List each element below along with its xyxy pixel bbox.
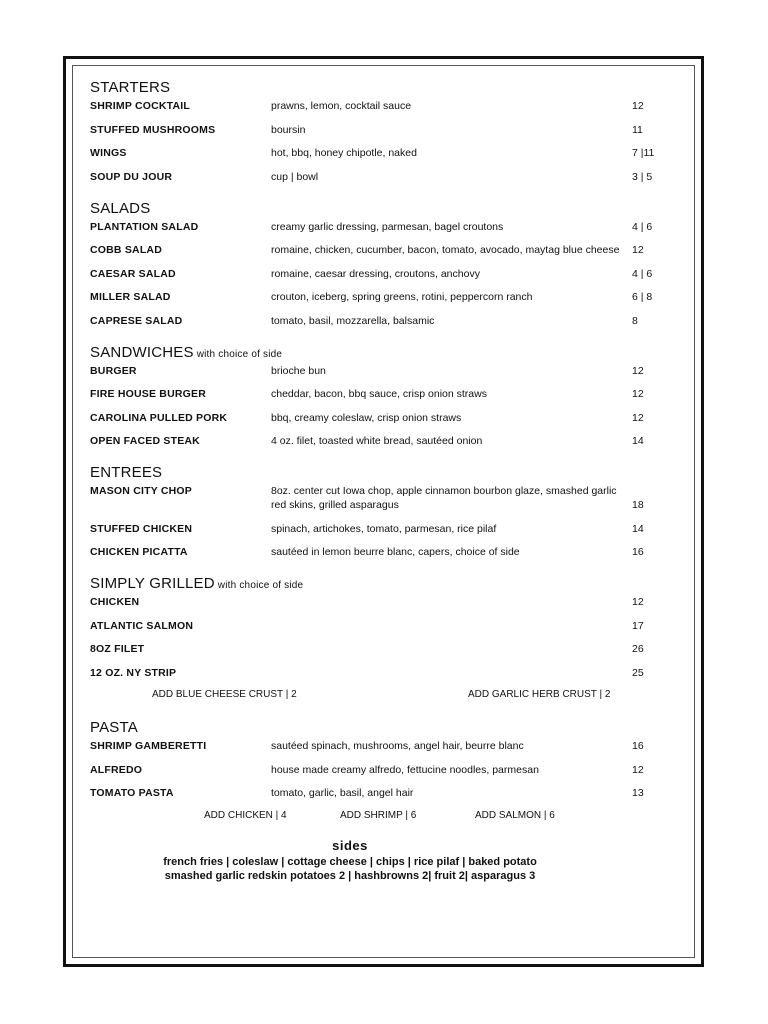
item-name: CAPRESE SALAD <box>90 314 183 327</box>
section-title: STARTERS <box>90 79 171 96</box>
menu-item <box>90 243 680 257</box>
item-name: 8OZ FILET <box>90 643 145 655</box>
menu-item <box>90 642 680 656</box>
item-name: 12 OZ. NY STRIP <box>90 666 177 679</box>
item-name: CHICKEN <box>90 596 140 608</box>
menu-item <box>90 290 680 304</box>
item-description: crouton, iceberg, spring greens, rotini, peppercorn ranch <box>271 291 533 303</box>
item-name: OPEN FACED STEAK <box>90 435 200 447</box>
item-price: 3 | 5 <box>632 170 653 183</box>
menu-item <box>90 314 680 328</box>
section-note: with choice of side <box>217 580 304 591</box>
addon-item: ADD CHICKEN | 4 <box>204 809 287 821</box>
item-name: SHRIMP GAMBERETTI <box>90 740 207 752</box>
item-name: BURGER <box>90 364 137 377</box>
section-title: SIMPLY GRILLED with choice of side <box>90 575 304 592</box>
item-price: 4 | 6 <box>632 220 653 233</box>
menu-item <box>90 123 680 137</box>
section-title: SANDWICHES with choice of side <box>90 343 283 361</box>
item-description <box>271 666 632 680</box>
sides-title: sides <box>332 837 368 853</box>
item-description: spinach, artichokes, tomato, parmesan, rice pilaf <box>271 522 497 535</box>
item-price: 16 <box>632 740 644 752</box>
section-sides <box>90 838 610 883</box>
pasta-addons <box>90 810 680 824</box>
item-description: boursin <box>271 123 306 136</box>
item-price: 17 <box>632 619 644 632</box>
item-name: CAESAR SALAD <box>90 267 176 280</box>
item-description <box>271 642 632 656</box>
section-sandwiches <box>90 342 680 449</box>
menu-content <box>90 77 680 883</box>
item-description: brioche bun <box>271 364 326 377</box>
item-description: cheddar, bacon, bbq sauce, crisp onion straws <box>271 388 487 400</box>
item-description: bbq, creamy coleslaw, crisp onion straws <box>271 411 462 424</box>
section-pasta <box>90 717 680 824</box>
sides-line: french fries | coleslaw | cottage cheese | chips | rice pilaf | baked potato <box>163 855 537 868</box>
item-price: 6 | 8 <box>632 291 653 303</box>
item-name: CAROLINA PULLED PORK <box>90 411 228 424</box>
menu-item <box>90 484 680 512</box>
item-name: MASON CITY CHOP <box>90 485 192 497</box>
section-title: SALADS <box>90 199 151 217</box>
item-description: sautéed in lemon beurre blanc, capers, choice of side <box>271 546 520 558</box>
item-price: 7 |11 <box>632 147 655 159</box>
sides-line: smashed garlic redskin potatoes 2 | hashbrowns 2| fruit 2| asparagus 3 <box>164 869 536 882</box>
menu-item <box>90 220 680 234</box>
section-title: ENTREES <box>90 464 163 481</box>
item-price: 12 <box>632 364 644 377</box>
menu-item <box>90 786 680 800</box>
item-description: 8oz. center cut Iowa chop, apple cinnamon bourbon glaze, smashed garlic red skins, grilled asparagus <box>271 485 617 511</box>
item-price: 25 <box>632 666 644 679</box>
menu-item <box>90 666 680 680</box>
item-name: CHICKEN PICATTA <box>90 546 188 558</box>
item-description: prawns, lemon, cocktail sauce <box>271 100 412 112</box>
addon-item: ADD SALMON | 6 <box>475 809 555 821</box>
section-salads <box>90 198 680 328</box>
item-name: WINGS <box>90 147 127 159</box>
item-price: 13 <box>632 787 644 799</box>
addon-item: ADD BLUE CHEESE CRUST | 2 <box>152 689 297 700</box>
item-description: creamy garlic dressing, parmesan, bagel croutons <box>271 220 504 233</box>
menu-item <box>90 267 680 281</box>
grilled-addons <box>90 689 680 703</box>
item-price: 26 <box>632 643 644 655</box>
menu-item <box>90 99 680 113</box>
addon-item: ADD GARLIC HERB CRUST | 2 <box>468 689 611 700</box>
section-entrees <box>90 462 680 559</box>
item-name: SHRIMP COCKTAIL <box>90 100 191 112</box>
item-price: 4 | 6 <box>632 267 653 280</box>
item-price: 11 <box>632 123 643 136</box>
menu-item <box>90 739 680 753</box>
item-price: 12 <box>632 100 644 112</box>
menu-item <box>90 595 680 609</box>
menu-item <box>90 170 680 184</box>
menu-item <box>90 364 680 378</box>
item-price: 12 <box>632 388 644 400</box>
item-name: MILLER SALAD <box>90 291 171 303</box>
item-description: hot, bbq, honey chipotle, naked <box>271 147 417 159</box>
menu-item <box>90 545 680 559</box>
item-description: tomato, basil, mozzarella, balsamic <box>271 314 435 327</box>
item-description: romaine, chicken, cucumber, bacon, tomato, avocado, maytag blue cheese <box>271 244 620 256</box>
item-description: romaine, caesar dressing, croutons, anchovy <box>271 267 480 280</box>
item-description: cup | bowl <box>271 170 319 183</box>
item-name: COBB SALAD <box>90 244 162 256</box>
item-price: 12 <box>632 763 644 776</box>
menu-item <box>90 434 680 448</box>
item-name: TOMATO PASTA <box>90 787 174 799</box>
menu-item <box>90 387 680 401</box>
item-name: SOUP DU JOUR <box>90 170 173 183</box>
item-price: 18 <box>632 499 644 511</box>
item-description: house made creamy alfredo, fettucine noodles, parmesan <box>271 763 539 776</box>
menu-item <box>90 522 680 536</box>
item-price: 8 <box>632 314 638 327</box>
item-price: 12 <box>632 411 644 424</box>
menu-item <box>90 146 680 160</box>
item-name: PLANTATION SALAD <box>90 220 199 233</box>
item-description <box>271 595 632 609</box>
item-name: STUFFED CHICKEN <box>90 522 193 535</box>
item-description: sautéed spinach, mushrooms, angel hair, beurre blanc <box>271 740 524 752</box>
item-description: tomato, garlic, basil, angel hair <box>271 787 414 799</box>
item-description <box>271 619 632 633</box>
item-price: 16 <box>632 546 644 558</box>
item-name: ALFREDO <box>90 763 143 776</box>
menu-item <box>90 763 680 777</box>
addon-item: ADD SHRIMP | 6 <box>340 809 417 821</box>
item-price: 14 <box>632 522 644 535</box>
item-name: STUFFED MUSHROOMS <box>90 123 216 136</box>
section-note: with choice of side <box>196 348 283 360</box>
item-name: ATLANTIC SALMON <box>90 619 194 632</box>
item-name: FIRE HOUSE BURGER <box>90 388 206 400</box>
item-description: 4 oz. filet, toasted white bread, sautéed onion <box>271 435 483 447</box>
item-price: 12 <box>632 596 644 608</box>
menu-item <box>90 619 680 633</box>
menu-item <box>90 411 680 425</box>
item-price: 12 <box>632 244 644 256</box>
section-title: PASTA <box>90 719 138 736</box>
section-starters <box>90 77 680 184</box>
section-simply-grilled <box>90 573 680 703</box>
item-price: 14 <box>632 435 644 447</box>
